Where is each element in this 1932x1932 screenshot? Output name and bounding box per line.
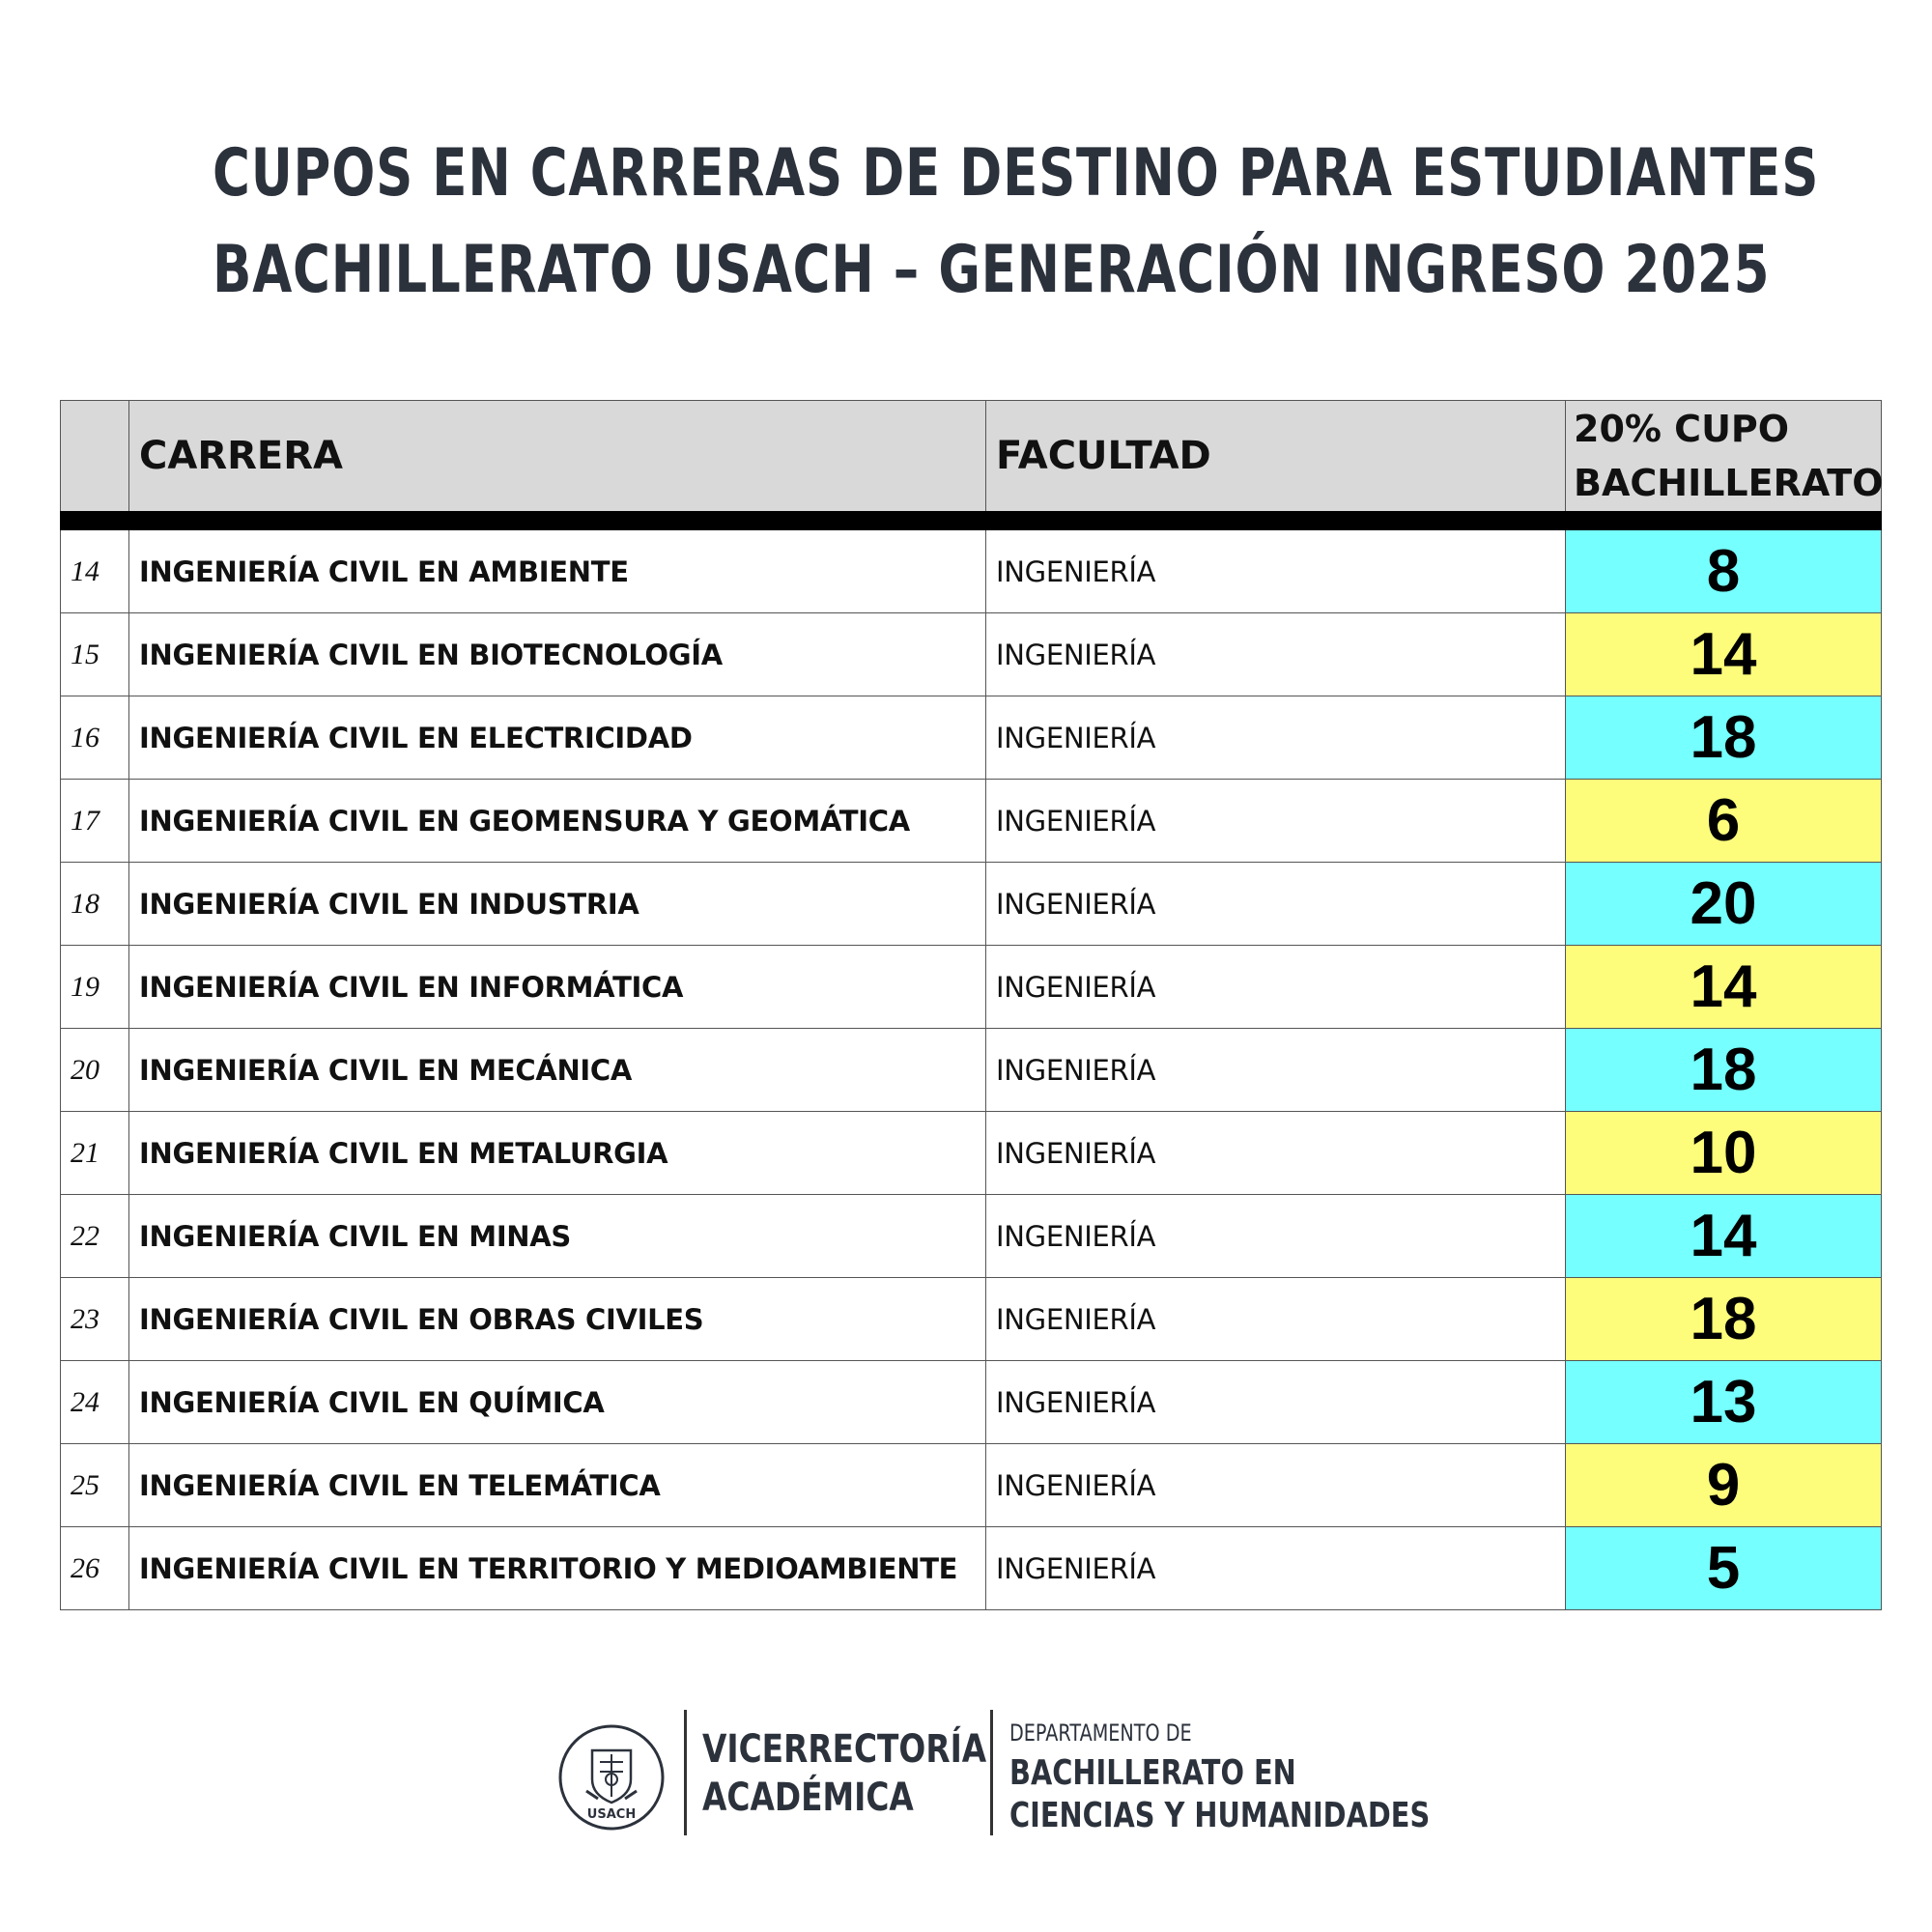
row-facultad: INGENIERÍA [986, 1278, 1566, 1361]
row-number: 19 [61, 946, 129, 1029]
row-carrera: INGENIERÍA CIVIL EN AMBIENTE [129, 521, 986, 613]
table-row [61, 1112, 1882, 1195]
row-facultad: INGENIERÍA [986, 1195, 1566, 1278]
row-cupo: 14 [1566, 1195, 1882, 1278]
table-row [61, 1444, 1882, 1527]
row-cupo: 14 [1566, 946, 1882, 1029]
row-number: 20 [61, 1029, 129, 1112]
table-row [61, 780, 1882, 863]
header-num [61, 401, 129, 522]
row-number: 22 [61, 1195, 129, 1278]
row-facultad: INGENIERÍA [986, 696, 1566, 780]
header-cupo-line2: BACHILLERATO [1574, 462, 1884, 504]
row-number: 15 [61, 613, 129, 696]
page-title [213, 126, 1820, 319]
row-carrera: INGENIERÍA CIVIL EN METALURGIA [129, 1112, 986, 1195]
row-facultad: INGENIERÍA [986, 613, 1566, 696]
footer-divider-2 [990, 1710, 993, 1835]
row-carrera: INGENIERÍA CIVIL EN INDUSTRIA [129, 863, 986, 946]
row-carrera: INGENIERÍA CIVIL EN BIOTECNOLOGÍA [129, 613, 986, 696]
row-cupo: 18 [1566, 1278, 1882, 1361]
footer [0, 1710, 1932, 1845]
row-carrera: INGENIERÍA CIVIL EN OBRAS CIVILES [129, 1278, 986, 1361]
table-row [61, 1361, 1882, 1444]
row-facultad: INGENIERÍA [986, 780, 1566, 863]
row-cupo: 13 [1566, 1361, 1882, 1444]
row-carrera: INGENIERÍA CIVIL EN TELEMÁTICA [129, 1444, 986, 1527]
row-cupo: 5 [1566, 1527, 1882, 1610]
seal-text: USACH [586, 1807, 637, 1822]
table-header-row [61, 401, 1882, 522]
header-carrera: CARRERA [129, 401, 986, 522]
row-cupo: 18 [1566, 1029, 1882, 1112]
table-row [61, 1527, 1882, 1610]
row-number: 23 [61, 1278, 129, 1361]
row-cupo: 6 [1566, 780, 1882, 863]
row-number: 24 [61, 1361, 129, 1444]
row-cupo: 14 [1566, 613, 1882, 696]
row-carrera: INGENIERÍA CIVIL EN QUÍMICA [129, 1361, 986, 1444]
page-title-line1: CUPOS EN CARRERAS DE DESTINO PARA ESTUDIANTES [213, 135, 1820, 212]
row-cupo: 10 [1566, 1112, 1882, 1195]
vicerrectoria-label: VICERRECTORÍA ACADÉMICA [702, 1727, 987, 1820]
row-carrera: INGENIERÍA CIVIL EN ELECTRICIDAD [129, 696, 986, 780]
row-number: 17 [61, 780, 129, 863]
table-row [61, 613, 1882, 696]
row-facultad: INGENIERÍA [986, 1444, 1566, 1527]
header-facultad: FACULTAD [986, 401, 1566, 522]
row-cupo: 9 [1566, 1444, 1882, 1527]
row-cupo: 18 [1566, 696, 1882, 780]
row-number: 18 [61, 863, 129, 946]
row-facultad: INGENIERÍA [986, 946, 1566, 1029]
table-row [61, 1029, 1882, 1112]
table-row [61, 863, 1882, 946]
row-carrera: INGENIERÍA CIVIL EN GEOMENSURA Y GEOMÁTICA [129, 780, 986, 863]
row-facultad: INGENIERÍA [986, 1112, 1566, 1195]
cupos-table [60, 400, 1882, 1610]
row-number: 14 [61, 521, 129, 613]
row-facultad: INGENIERÍA [986, 863, 1566, 946]
row-carrera: INGENIERÍA CIVIL EN INFORMÁTICA [129, 946, 986, 1029]
table-row [61, 946, 1882, 1029]
row-facultad: INGENIERÍA [986, 1029, 1566, 1112]
row-cupo: 8 [1566, 521, 1882, 613]
row-number: 26 [61, 1527, 129, 1610]
header-cupo [1566, 401, 1882, 522]
table-row [61, 1195, 1882, 1278]
row-number: 21 [61, 1112, 129, 1195]
row-carrera: INGENIERÍA CIVIL EN MINAS [129, 1195, 986, 1278]
usach-seal-icon [557, 1723, 666, 1832]
table-body [61, 521, 1882, 1610]
table-row [61, 696, 1882, 780]
row-facultad: INGENIERÍA [986, 521, 1566, 613]
row-carrera: INGENIERÍA CIVIL EN TERRITORIO Y MEDIOAMBIENTE [129, 1527, 986, 1610]
row-number: 16 [61, 696, 129, 780]
dept-small-label: DEPARTAMENTO DE [1009, 1719, 1192, 1747]
footer-divider-1 [684, 1710, 687, 1835]
row-carrera: INGENIERÍA CIVIL EN MECÁNICA [129, 1029, 986, 1112]
header-cupo-line1: 20% CUPO [1574, 408, 1790, 450]
row-number: 25 [61, 1444, 129, 1527]
page-title-line2: BACHILLERATO USACH – GENERACIÓN INGRESO 2025 [213, 232, 1771, 308]
table-row [61, 1278, 1882, 1361]
row-facultad: INGENIERÍA [986, 1527, 1566, 1610]
dept-name: BACHILLERATO EN CIENCIAS Y HUMANIDADES [1009, 1753, 1431, 1835]
row-facultad: INGENIERÍA [986, 1361, 1566, 1444]
table-row [61, 521, 1882, 613]
row-cupo: 20 [1566, 863, 1882, 946]
